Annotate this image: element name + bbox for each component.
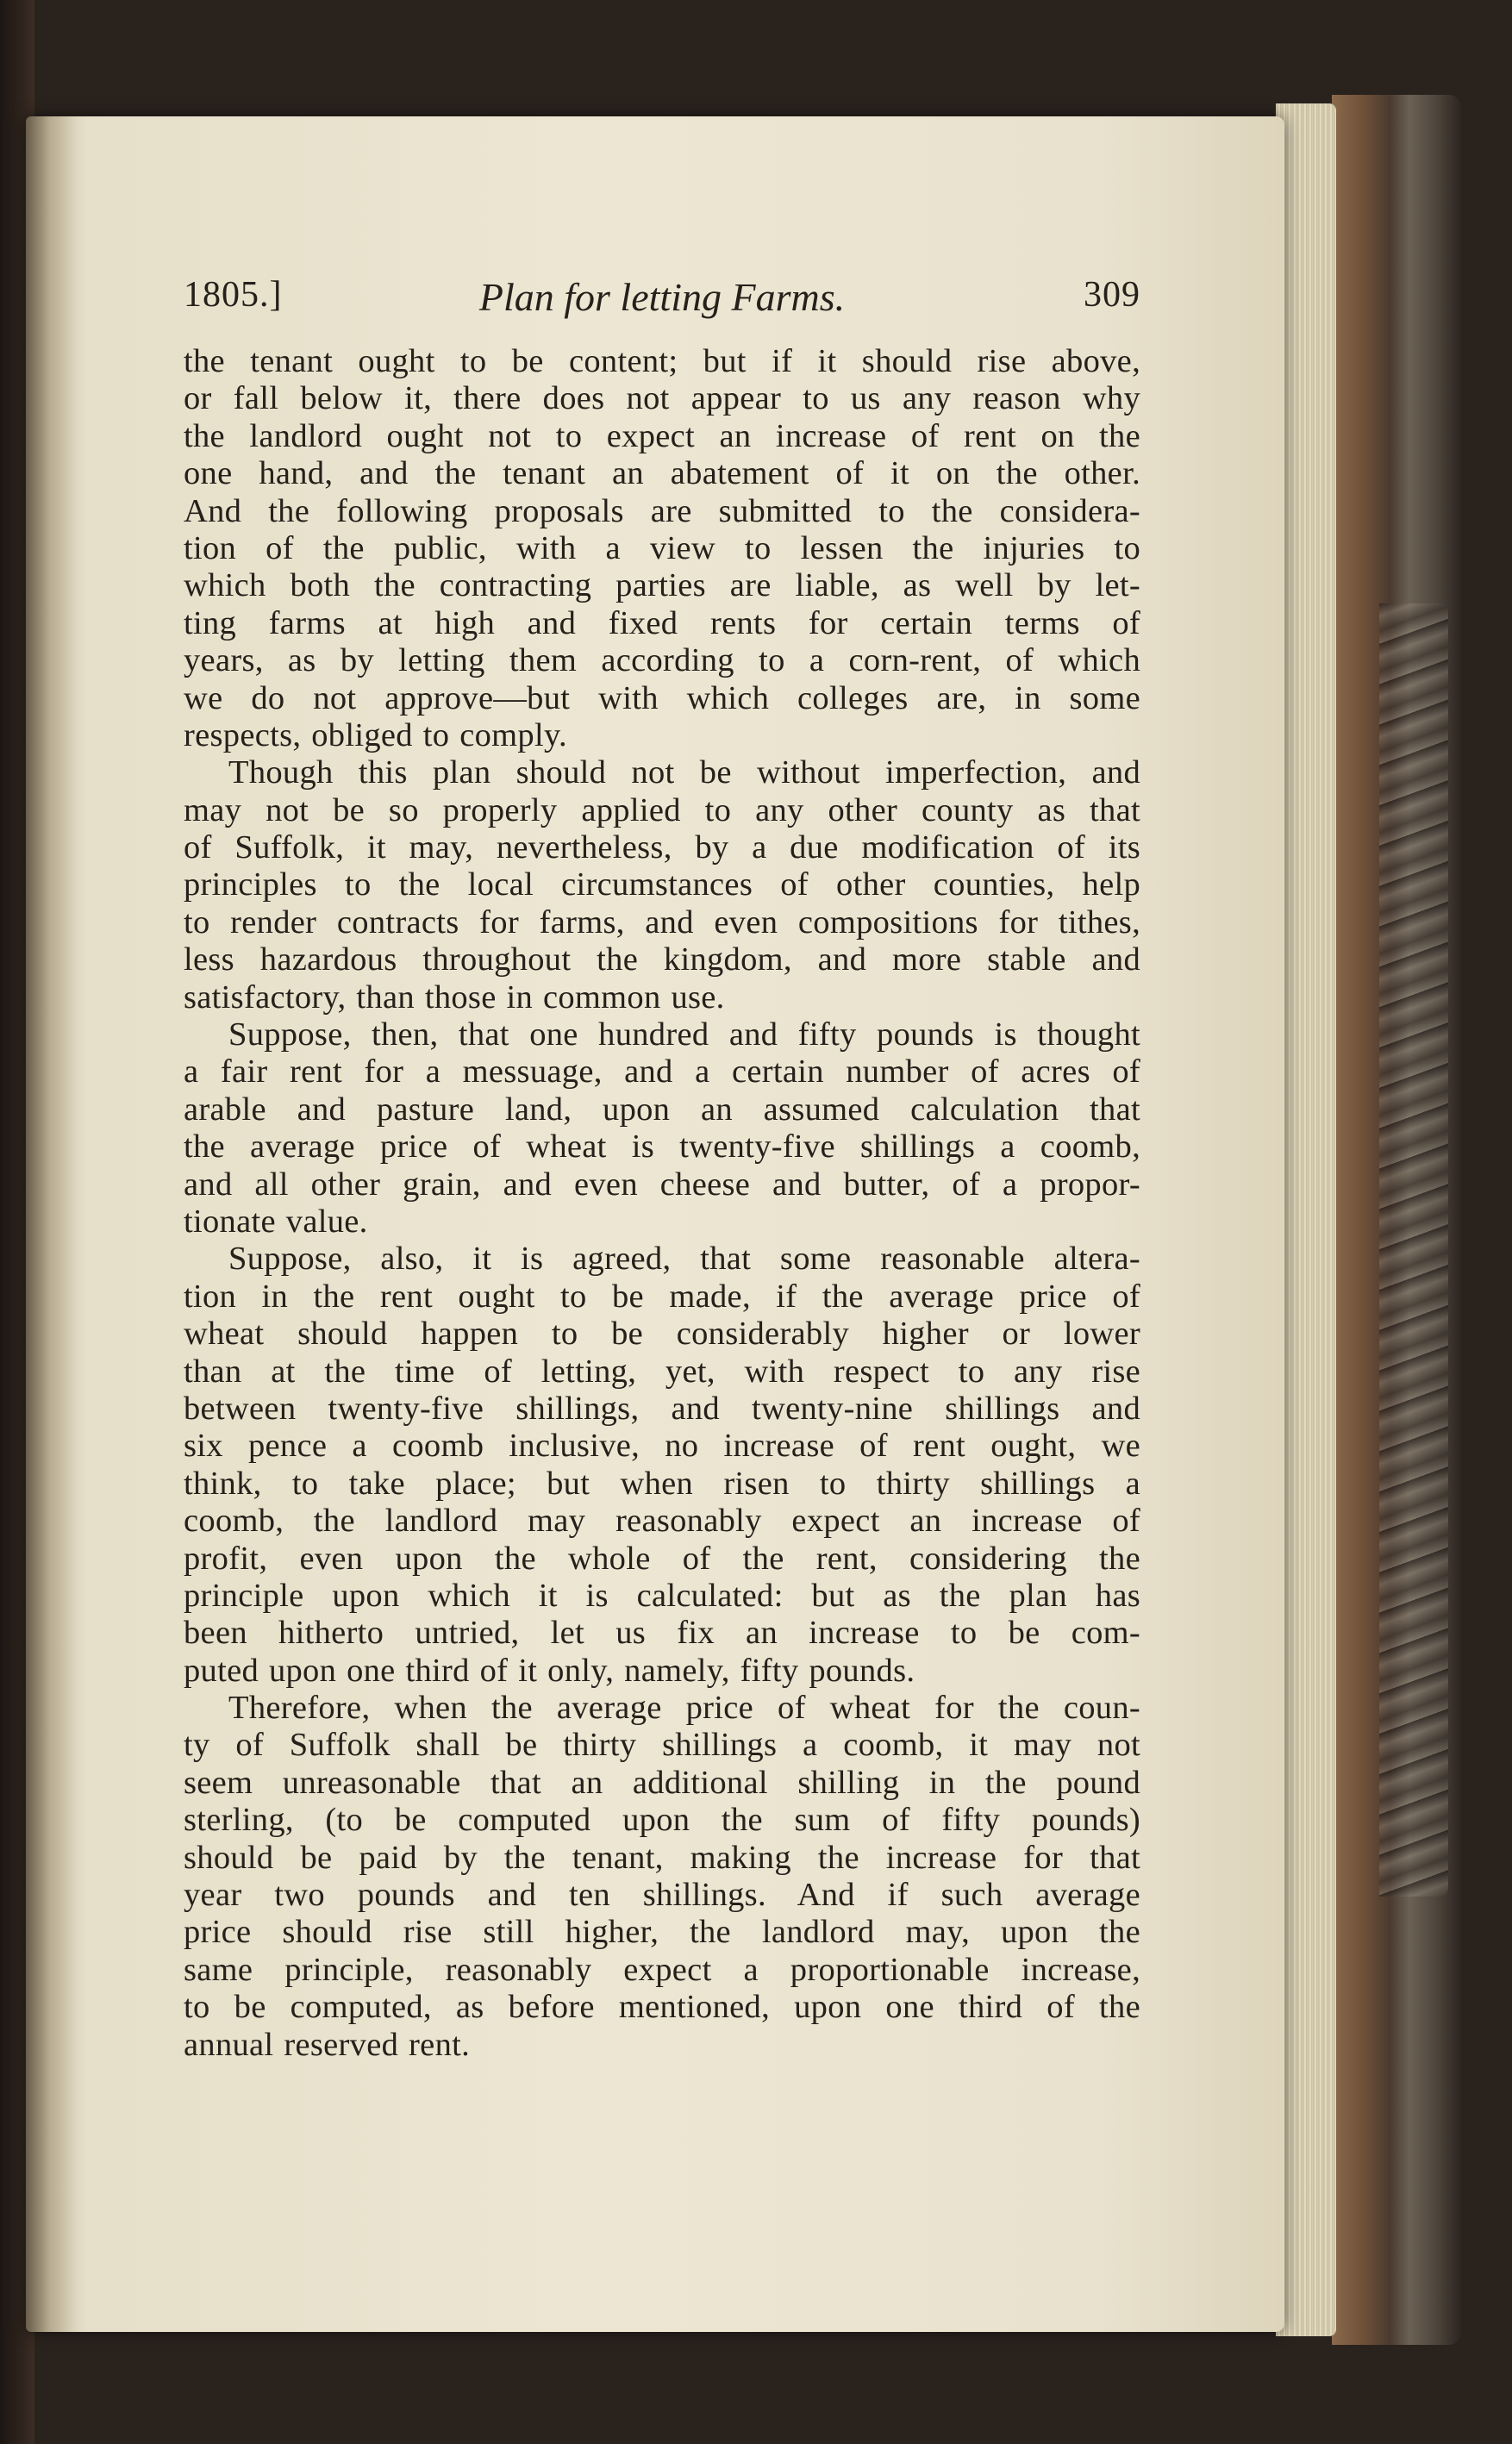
- running-head: [184, 274, 1140, 326]
- text-line: price should rise still higher, the landlord may, upon the: [184, 1914, 1140, 1951]
- text-line: which both the contracting parties are liable, as well by let-: [184, 567, 1140, 604]
- paragraph: [184, 1690, 1140, 2064]
- text-line: puted upon one third of it only, namely, fifty pounds.: [184, 1652, 915, 1689]
- page-number: 309: [1084, 275, 1140, 315]
- text-line: six pence a coomb inclusive, no increase of rent ought, we: [184, 1428, 1140, 1465]
- text-line: seem unreasonable that an additional shilling in the pound: [184, 1764, 1140, 1801]
- text-line: should be paid by the tenant, making the increase for that: [184, 1839, 1140, 1876]
- text-line: principles to the local circumstances of other counties, help: [184, 866, 1140, 903]
- paragraph: [184, 754, 1140, 1016]
- text-line: And the following proposals are submitted to the considera-: [184, 492, 1140, 529]
- text-line: the landlord ought not to expect an increase of rent on the: [184, 417, 1140, 454]
- text-line: been hitherto untried, let us fix an increase to be com-: [184, 1615, 1140, 1652]
- text-line: tion in the rent ought to be made, if the average price of: [184, 1278, 1140, 1315]
- text-line: satisfactory, than those in common use.: [184, 978, 725, 1016]
- running-head-title: Plan for letting Farms.: [478, 275, 846, 319]
- text-line: less hazardous throughout the kingdom, and more stable and: [184, 941, 1140, 978]
- paragraph: [184, 1241, 1140, 1690]
- text-line: think, to take place; but when risen to thirty shillings a: [184, 1465, 1140, 1502]
- text-line: to be computed, as before mentioned, upon one third of the: [184, 1989, 1140, 2026]
- running-head-year: 1805.]: [184, 275, 283, 315]
- text-line: principle upon which it is calculated: but as the plan has: [184, 1577, 1140, 1614]
- paragraph: [184, 343, 1140, 754]
- text-line: ty of Suffolk shall be thirty shillings a coomb, it may not: [184, 1727, 1140, 1764]
- text-line: may not be so properly applied to any other county as that: [184, 791, 1140, 828]
- body-text: [184, 343, 1140, 2064]
- text-line: or fall below it, there does not appear to us any reason why: [184, 380, 1140, 417]
- text-line: than at the time of letting, yet, with respect to any rise: [184, 1353, 1140, 1390]
- paragraph: [184, 1016, 1140, 1241]
- text-line: arable and pasture land, upon an assumed calculation that: [184, 1091, 1140, 1128]
- text-line: sterling, (to be computed upon the sum of fifty pounds): [184, 1802, 1140, 1839]
- text-line: we do not approve—but with which colleges are, in some: [184, 679, 1140, 716]
- text-line: annual reserved rent.: [184, 2026, 471, 2063]
- text-line: the tenant ought to be content; but if it should rise above,: [184, 343, 1140, 379]
- text-line: the average price of wheat is twenty-five shillings a coomb,: [184, 1128, 1140, 1166]
- text-line: tionate value.: [184, 1203, 368, 1240]
- text-line: and all other grain, and even cheese and butter, of a propor-: [184, 1166, 1140, 1203]
- text-line: Suppose, then, that one hundred and fifty pounds is thought: [228, 1016, 1140, 1053]
- text-line: same principle, reasonably expect a proportionable increase,: [184, 1951, 1140, 1988]
- text-line: years, as by letting them according to a corn-rent, of which: [184, 642, 1140, 679]
- text-line: a fair rent for a messuage, and a certain number of acres of: [184, 1053, 1140, 1091]
- text-line: profit, even upon the whole of the rent, considering the: [184, 1540, 1140, 1577]
- text-line: one hand, and the tenant an abatement of it on the other.: [184, 455, 1140, 492]
- text-line: ting farms at high and fixed rents for certain terms of: [184, 604, 1140, 641]
- text-line: year two pounds and ten shillings. And if such average: [184, 1877, 1140, 1914]
- text-line: Suppose, also, it is agreed, that some reasonable altera-: [228, 1241, 1140, 1278]
- text-line: of Suffolk, it may, nevertheless, by a due modification of its: [184, 829, 1140, 866]
- text-line: wheat should happen to be considerably higher or lower: [184, 1316, 1140, 1353]
- text-line: respects, obliged to comply.: [184, 716, 567, 753]
- text-line: Though this plan should not be without imperfection, and: [228, 754, 1140, 791]
- text-line: Therefore, when the average price of wheat for the coun-: [228, 1690, 1140, 1727]
- text-line: tion of the public, with a view to lessen the injuries to: [184, 529, 1140, 566]
- text-line: to render contracts for farms, and even compositions for tithes,: [184, 903, 1140, 941]
- text-line: between twenty-five shillings, and twenty-nine shillings and: [184, 1390, 1140, 1427]
- text-line: coomb, the landlord may reasonably expect an increase of: [184, 1503, 1140, 1540]
